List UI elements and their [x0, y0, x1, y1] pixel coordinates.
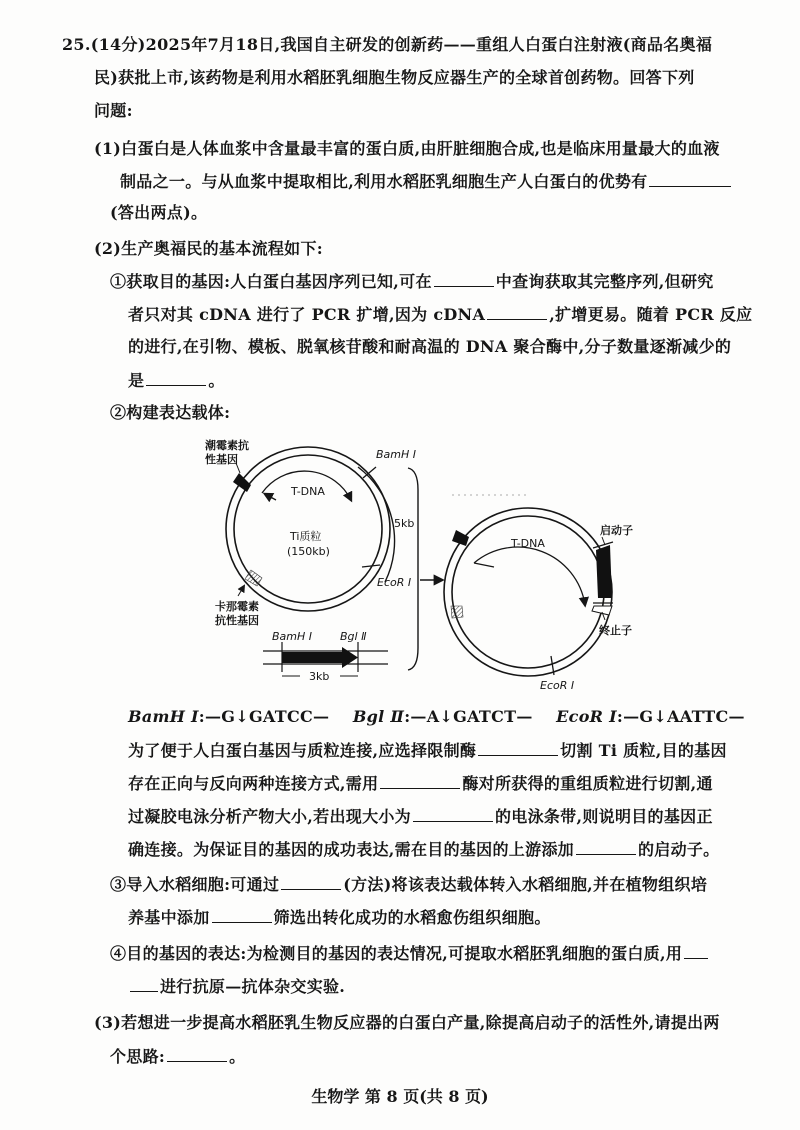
size-3kb-label: 3kb	[309, 670, 330, 683]
part1-line-3: (答出两点)。	[110, 203, 208, 222]
gene-arrow	[282, 647, 358, 668]
kan-label-2: 抗性基因	[215, 614, 259, 627]
part2-intro: (2)生产奥福民的基本流程如下:	[94, 239, 323, 258]
recombinant-plasmid	[444, 508, 613, 676]
question-line-2: 民)获批上市,该药物是利用水稻胚乳细胞生物反应器生产的全球首创药物。回答下列	[94, 68, 695, 87]
answer-blank[interactable]	[478, 739, 558, 756]
step2-title: ②构建表达载体:	[110, 403, 231, 422]
step1-line-3: 的进行,在引物、模板、脱氧核苷酸和耐高温的 DNA 聚合酶中,分子数量逐渐减少的	[128, 337, 732, 356]
answer-blank[interactable]	[576, 838, 636, 855]
kan-label-1: 卡那霉素	[215, 600, 259, 613]
answer-blank[interactable]	[413, 805, 493, 822]
enzyme-recognition-sites: BamH Ⅰ:—G↓GATCC— Bgl Ⅱ:—A↓GATCT— EcoR Ⅰ:—G↓AATTC—	[128, 707, 745, 726]
inserted-gene-block	[596, 545, 612, 598]
step4-line-1: ④目的基因的表达:为检测目的基因的表达情况,可提取水稻胚乳细胞的蛋白质,用	[110, 942, 710, 965]
part3-line-2: 个思路: 。	[110, 1047, 246, 1066]
question-line-1: 25.(14分)2025年7月18日,我国自主研发的创新药——重组人白蛋白注射液(商品名奥福	[62, 35, 713, 54]
fragment-bamhi-label: BamH Ⅰ	[272, 630, 313, 643]
bracket	[408, 468, 418, 670]
ti-plasmid	[226, 447, 395, 611]
answer-blank[interactable]	[380, 772, 460, 789]
part3-line-1: (3)若想进一步提高水稻胚乳生物反应器的白蛋白产量,除提高启动子的活性外,请提出两	[94, 1013, 720, 1032]
answer-blank[interactable]	[281, 873, 341, 890]
terminator-label: 终止子	[599, 624, 632, 637]
answer-blank[interactable]	[167, 1045, 227, 1062]
step1-line-4: 是 。	[128, 371, 225, 390]
para-line-4: 确连接。为保证目的基因的成功表达,需在目的基因的上游添加 的启动子。	[128, 840, 720, 859]
tdna-label: T-DNA	[291, 485, 325, 498]
para-line-3: 过凝胶电泳分析产物大小,若出现大小为 的电泳条带,则说明目的基因正	[128, 807, 713, 826]
para-line-1: 为了便于人白蛋白基因与质粒连接,应选择限制酶 切割 Ti 质粒,目的基因	[128, 741, 727, 760]
step1-line-2: 者只对其 cDNA 进行了 PCR 扩增,因为 cDNA ,扩增更易。随着 PCR 反应	[128, 305, 753, 324]
step3-line-2: 养基中添加 筛选出转化成功的水稻愈伤组织细胞。	[128, 908, 551, 927]
hyg-label-1: 潮霉素抗	[205, 439, 249, 452]
step3-line-1: ③导入水稻细胞:可通过 (方法)将该表达载体转入水稻细胞,并在植物组织培	[110, 875, 708, 894]
ecori-site-label: EcoR Ⅰ	[377, 576, 412, 589]
step1-line-1: ①获取目的基因:人白蛋白基因序列已知,可在 中查询获取其完整序列,但研究	[110, 272, 714, 291]
para-line-2: 存在正向与反向两种连接方式,需用 酶对所获得的重组质粒进行切割,通	[128, 774, 713, 793]
answer-blank[interactable]	[212, 906, 272, 923]
promoter-label: 启动子	[600, 524, 633, 537]
part1-line-2: 制品之一。与从血浆中提取相比,利用水稻胚乳细胞生产人白蛋白的优势有	[120, 170, 733, 193]
fragment-bglii-label: Bgl Ⅱ	[340, 630, 367, 643]
right-tdna-label: T-DNA	[511, 537, 545, 550]
ti-plasmid-label-1: Ti质粒	[290, 530, 322, 543]
step4-line-2: 进行抗原—抗体杂交实验.	[128, 975, 345, 998]
right-ecori-label: EcoR Ⅰ	[540, 679, 575, 692]
size-5kb-label: 5kb	[394, 517, 415, 530]
page-footer: 生物学 第 8 页(共 8 页)	[311, 1087, 489, 1106]
hyg-label-2: 性基因	[205, 453, 238, 466]
bamhi-site-label: BamH Ⅰ	[376, 448, 417, 461]
part1-line-1: (1)白蛋白是人体血浆中含量最丰富的蛋白质,由肝脏细胞合成,也是临床用量最大的血液	[94, 139, 720, 158]
answer-blank[interactable]	[684, 942, 708, 959]
answer-blank[interactable]	[130, 975, 158, 992]
question-line-3: 问题:	[94, 101, 133, 120]
ti-plasmid-label-2: (150kb)	[287, 545, 330, 558]
